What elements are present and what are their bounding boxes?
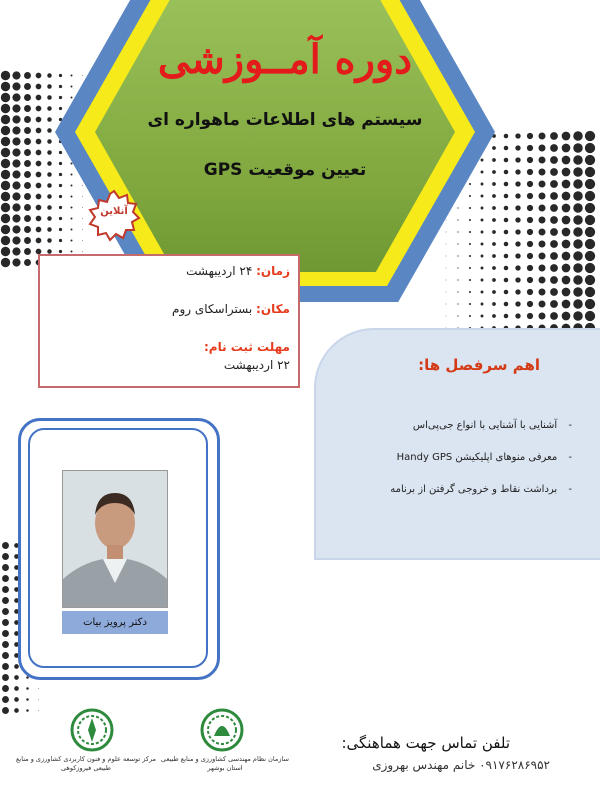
org1-logo-icon (70, 708, 114, 752)
course-title: دوره آمــوزشی (157, 36, 413, 83)
time-row (186, 264, 290, 278)
deadline-label: مهلت ثبت نام: (203, 340, 290, 354)
topic-item (390, 484, 572, 495)
place-value: بستراسکای روم (172, 302, 253, 316)
instructor-photo (62, 470, 168, 608)
instructor-caption: دکتر پرویز بیات (62, 611, 168, 634)
topic-bullet: - (568, 452, 572, 463)
time-value: ۲۴ اردیبهشت (186, 264, 253, 278)
topic-text: معرفی منوهای اپلیکیشن Handy GPS (396, 452, 558, 463)
place-label: مکان: (256, 302, 290, 316)
course-subtitle-2: تعیین موقعیت GPS (203, 160, 367, 180)
contact-line: ۰۹۱۷۶۲۸۶۹۵۲ خانم مهندس بهروزی (372, 758, 550, 772)
deadline-value-row (224, 358, 290, 372)
topic-text: آشنایی با آشنایی با انواع جی‌پی‌اس (412, 420, 558, 431)
place-row (172, 302, 290, 316)
topic-bullet: - (568, 484, 572, 495)
org2-name: سازمان نظام مهندسی کشاورزی و منابع طبیعی استان بوشهر (161, 755, 289, 772)
course-subtitle-1: سیستم های اطلاعات ماهواره ای (147, 110, 423, 130)
topic-item (413, 420, 572, 431)
org2-logo-icon (200, 708, 244, 752)
topics-title: اهم سرفصل ها: (418, 356, 540, 374)
topic-text: برداشت نقاط و خروجی گرفتن از برنامه (390, 484, 558, 495)
contact-label: تلفن تماس جهت هماهنگی: (341, 734, 510, 752)
topic-item (397, 452, 572, 463)
deadline-value: ۲۲ اردیبهشت (223, 358, 290, 372)
online-badge-label: آنلاین (100, 206, 128, 217)
deadline-label-row (204, 340, 290, 354)
info-box (38, 254, 300, 388)
topic-bullet: - (568, 420, 572, 431)
org1-name: مرکز توسعه علوم و فنون کاربردی کشاورزی و منابع طبیعی فیروزکوهی (15, 755, 157, 772)
instructor-portrait (63, 471, 167, 607)
time-label: زمان: (256, 264, 290, 278)
